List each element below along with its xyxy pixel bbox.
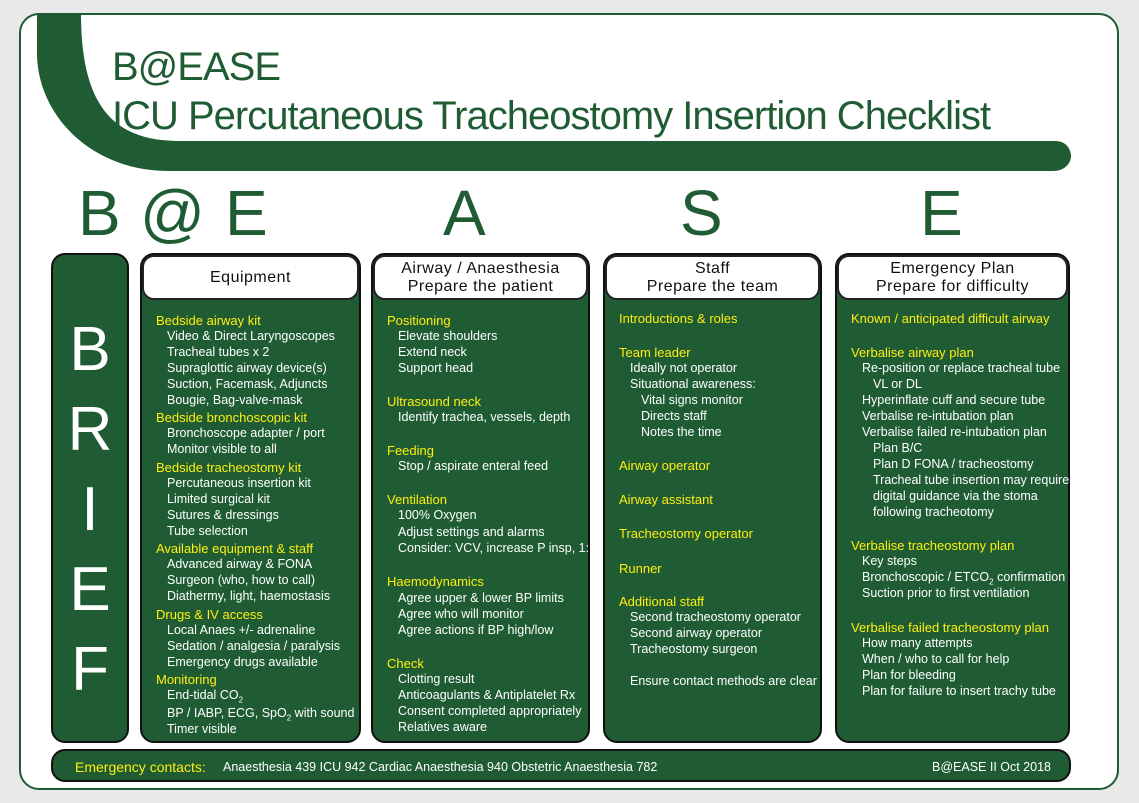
version-label: B@EASE II Oct 2018: [932, 760, 1051, 774]
section-heading: Airway assistant: [619, 492, 713, 507]
section-heading: Ventilation: [387, 492, 447, 507]
big-letter-a: A: [443, 177, 486, 249]
panel-heading: [373, 255, 588, 300]
emergency-panel: [835, 253, 1070, 743]
panel-heading-line: Emergency Plan: [890, 259, 1015, 277]
section-heading: Feeding: [387, 443, 434, 458]
panel-heading-line: Staff: [694, 259, 731, 277]
checklist-item: Suction prior to first ventilation: [862, 586, 1030, 600]
checklist-item: Plan for bleeding: [862, 668, 956, 682]
checklist-item: Relatives aware: [398, 720, 487, 734]
section-heading: Additional staff: [619, 594, 705, 609]
checklist-item: VL or DL: [873, 377, 922, 391]
checklist-item: Local Anaes +/- adrenaline: [167, 623, 316, 637]
checklist-item: Bougie, Bag-valve-mask: [167, 393, 303, 407]
checklist-item: Diathermy, light, haemostasis: [167, 589, 331, 603]
checklist-item: Elevate shoulders: [398, 329, 498, 343]
big-letter-e2: E: [920, 177, 963, 249]
section-heading: Bedside airway kit: [156, 313, 261, 328]
checklist-item: Key steps: [862, 554, 917, 568]
checklist-item: Extend neck: [398, 345, 467, 359]
checklist-item: Monitor visible to all: [167, 442, 277, 456]
panel-heading-line: Airway / Anaesthesia: [401, 259, 560, 277]
checklist-item: Sutures & dressings: [167, 508, 279, 522]
checklist-item: Tracheal tubes x 2: [167, 345, 270, 359]
checklist-item: Suction, Facemask, Adjuncts: [167, 377, 328, 391]
checklist-item: Adjust settings and alarms: [398, 525, 545, 539]
checklist-item: BP / IABP, ECG, SpO$_2$ with sound: [167, 706, 355, 723]
checklist-item: Advanced airway & FONA: [167, 557, 313, 571]
section-heading: Ultrasound neck: [387, 394, 481, 409]
section-heading: Verbalise tracheostomy plan: [851, 538, 1015, 553]
section-heading: Verbalise failed tracheostomy plan: [851, 620, 1050, 635]
checklist-item: Re-position or replace tracheal tube: [862, 361, 1061, 375]
checklist-item: Sedation / analgesia / paralysis: [167, 639, 341, 653]
checklist-item: Percutaneous insertion kit: [167, 476, 311, 490]
checklist-item: Clotting result: [398, 672, 475, 686]
section-heading: Tracheostomy operator: [619, 526, 753, 541]
brief-letter: E: [69, 555, 111, 624]
checklist-item: Agree actions if BP high/low: [398, 623, 554, 637]
section-heading: Known / anticipated difficult airway: [851, 311, 1050, 326]
panel-heading-line: Equipment: [210, 268, 291, 286]
panel-heading: [837, 255, 1068, 300]
checklist-item: Bronchoscope adapter / port: [167, 426, 325, 440]
section-heading: Positioning: [387, 313, 451, 328]
checklist-item: 100% Oxygen: [398, 508, 477, 522]
section-heading: Introductions & roles: [619, 311, 738, 326]
big-letter-at: @: [140, 177, 205, 249]
emergency-contacts-bar: [51, 749, 1071, 782]
checklist-item: Tracheostomy surgeon: [630, 642, 758, 656]
page-title: ICU Percutaneous Tracheostomy Insertion Checklist: [112, 94, 991, 138]
checklist-item: Verbalise re-intubation plan: [862, 409, 1014, 423]
checklist-item: Limited surgical kit: [167, 492, 270, 506]
checklist-item: Second airway operator: [630, 626, 763, 640]
section-heading: Check: [387, 656, 424, 671]
checklist-item: Ideally not operator: [630, 361, 738, 375]
checklist-item: Surgeon (who, how to call): [167, 573, 315, 587]
section-heading: Bedside bronchoscopic kit: [156, 410, 308, 425]
checklist-item: digital guidance via the stoma: [873, 489, 1038, 503]
emergency-contacts-list: Anaesthesia 439 ICU 942 Cardiac Anaesthesia 940 Obstetric Anaesthesia 782: [223, 760, 658, 774]
checklist-item: Tracheal tube insertion may require: [873, 473, 1070, 487]
checklist-item: Plan for failure to insert trachy tube: [862, 684, 1056, 698]
big-letter-e: E: [225, 177, 268, 249]
brief-letter: F: [71, 635, 109, 704]
big-letter-b: B: [78, 177, 121, 249]
staff-panel: [603, 253, 822, 743]
checklist-item: Stop / aspirate enteral feed: [398, 459, 549, 473]
checklist-item: Plan D FONA / tracheostomy: [873, 457, 1034, 471]
section-heading: Available equipment & staff: [156, 541, 314, 556]
big-letter-s: S: [680, 177, 723, 249]
brief-column: [51, 253, 129, 743]
panel-heading-line: Prepare for difficulty: [876, 277, 1029, 295]
checklist-item: Hyperinflate cuff and secure tube: [862, 393, 1046, 407]
checklist-item: Anticoagulants & Antiplatelet Rx: [398, 688, 576, 702]
checklist-item: Notes the time: [641, 425, 722, 439]
section-heading: Drugs & IV access: [156, 607, 263, 622]
checklist-item: How many attempts: [862, 636, 973, 650]
checklist-item: Support head: [398, 361, 474, 375]
section-heading: Haemodynamics: [387, 574, 484, 589]
checklist-item: Situational awareness:: [630, 377, 756, 391]
equipment-panel: [140, 253, 361, 743]
section-heading: Runner: [619, 561, 662, 576]
panel-heading-line: Prepare the team: [646, 277, 779, 295]
checklist-item: When / who to call for help: [862, 652, 1010, 666]
section-heading: Airway operator: [619, 458, 711, 473]
brief-letter: R: [67, 395, 113, 464]
checklist-item: Identify trachea, vessels, depth: [398, 410, 571, 424]
airway-panel: [371, 253, 597, 743]
checklist-item: following tracheotomy: [873, 505, 994, 519]
brief-letter: I: [81, 475, 99, 544]
checklist-item: Vital signs monitor: [641, 393, 743, 407]
panel-heading-line: Prepare the patient: [407, 277, 554, 295]
section-heading: Bedside tracheostomy kit: [156, 460, 302, 475]
checklist-item: Supraglottic airway device(s): [167, 361, 327, 375]
checklist-item: Bronchoscopic / $ETCO_2$ confirmation: [862, 570, 1066, 587]
checklist-item: Verbalise failed re-intubation plan: [862, 425, 1047, 439]
panel-heading: [142, 255, 359, 300]
checklist-item: Agree who will monitor: [398, 607, 524, 621]
panel-heading: [605, 255, 820, 300]
section-heading: Monitoring: [156, 672, 217, 687]
checklist-item: Emergency drugs available: [167, 655, 318, 669]
checklist-item: Consent completed appropriately: [398, 704, 582, 718]
checklist-item: Agree upper & lower BP limits: [398, 591, 564, 605]
emergency-contacts-label: Emergency contacts:: [75, 759, 206, 775]
section-heading: Team leader: [619, 345, 691, 360]
brand-title: B@EASE: [112, 45, 281, 89]
checklist-item: Timer visible: [167, 722, 237, 736]
checklist-item: Consider: VCV, increase P insp, 1:1: [398, 541, 597, 555]
checklist-item: End-tidal $CO_2$: [167, 688, 244, 705]
section-heading: Verbalise airway plan: [851, 345, 974, 360]
checklist-item: Video & Direct Laryngoscopes: [167, 329, 335, 343]
checklist-item: Directs staff: [641, 409, 707, 423]
header-swoosh-graphic: [19, 13, 1071, 173]
checklist-item: Plan B/C: [873, 441, 923, 455]
checklist-item: Ensure contact methods are clear: [630, 674, 817, 688]
checklist-item: Tube selection: [167, 524, 248, 538]
brief-letter: B: [69, 315, 111, 384]
checklist-item: Second tracheostomy operator: [630, 610, 801, 624]
